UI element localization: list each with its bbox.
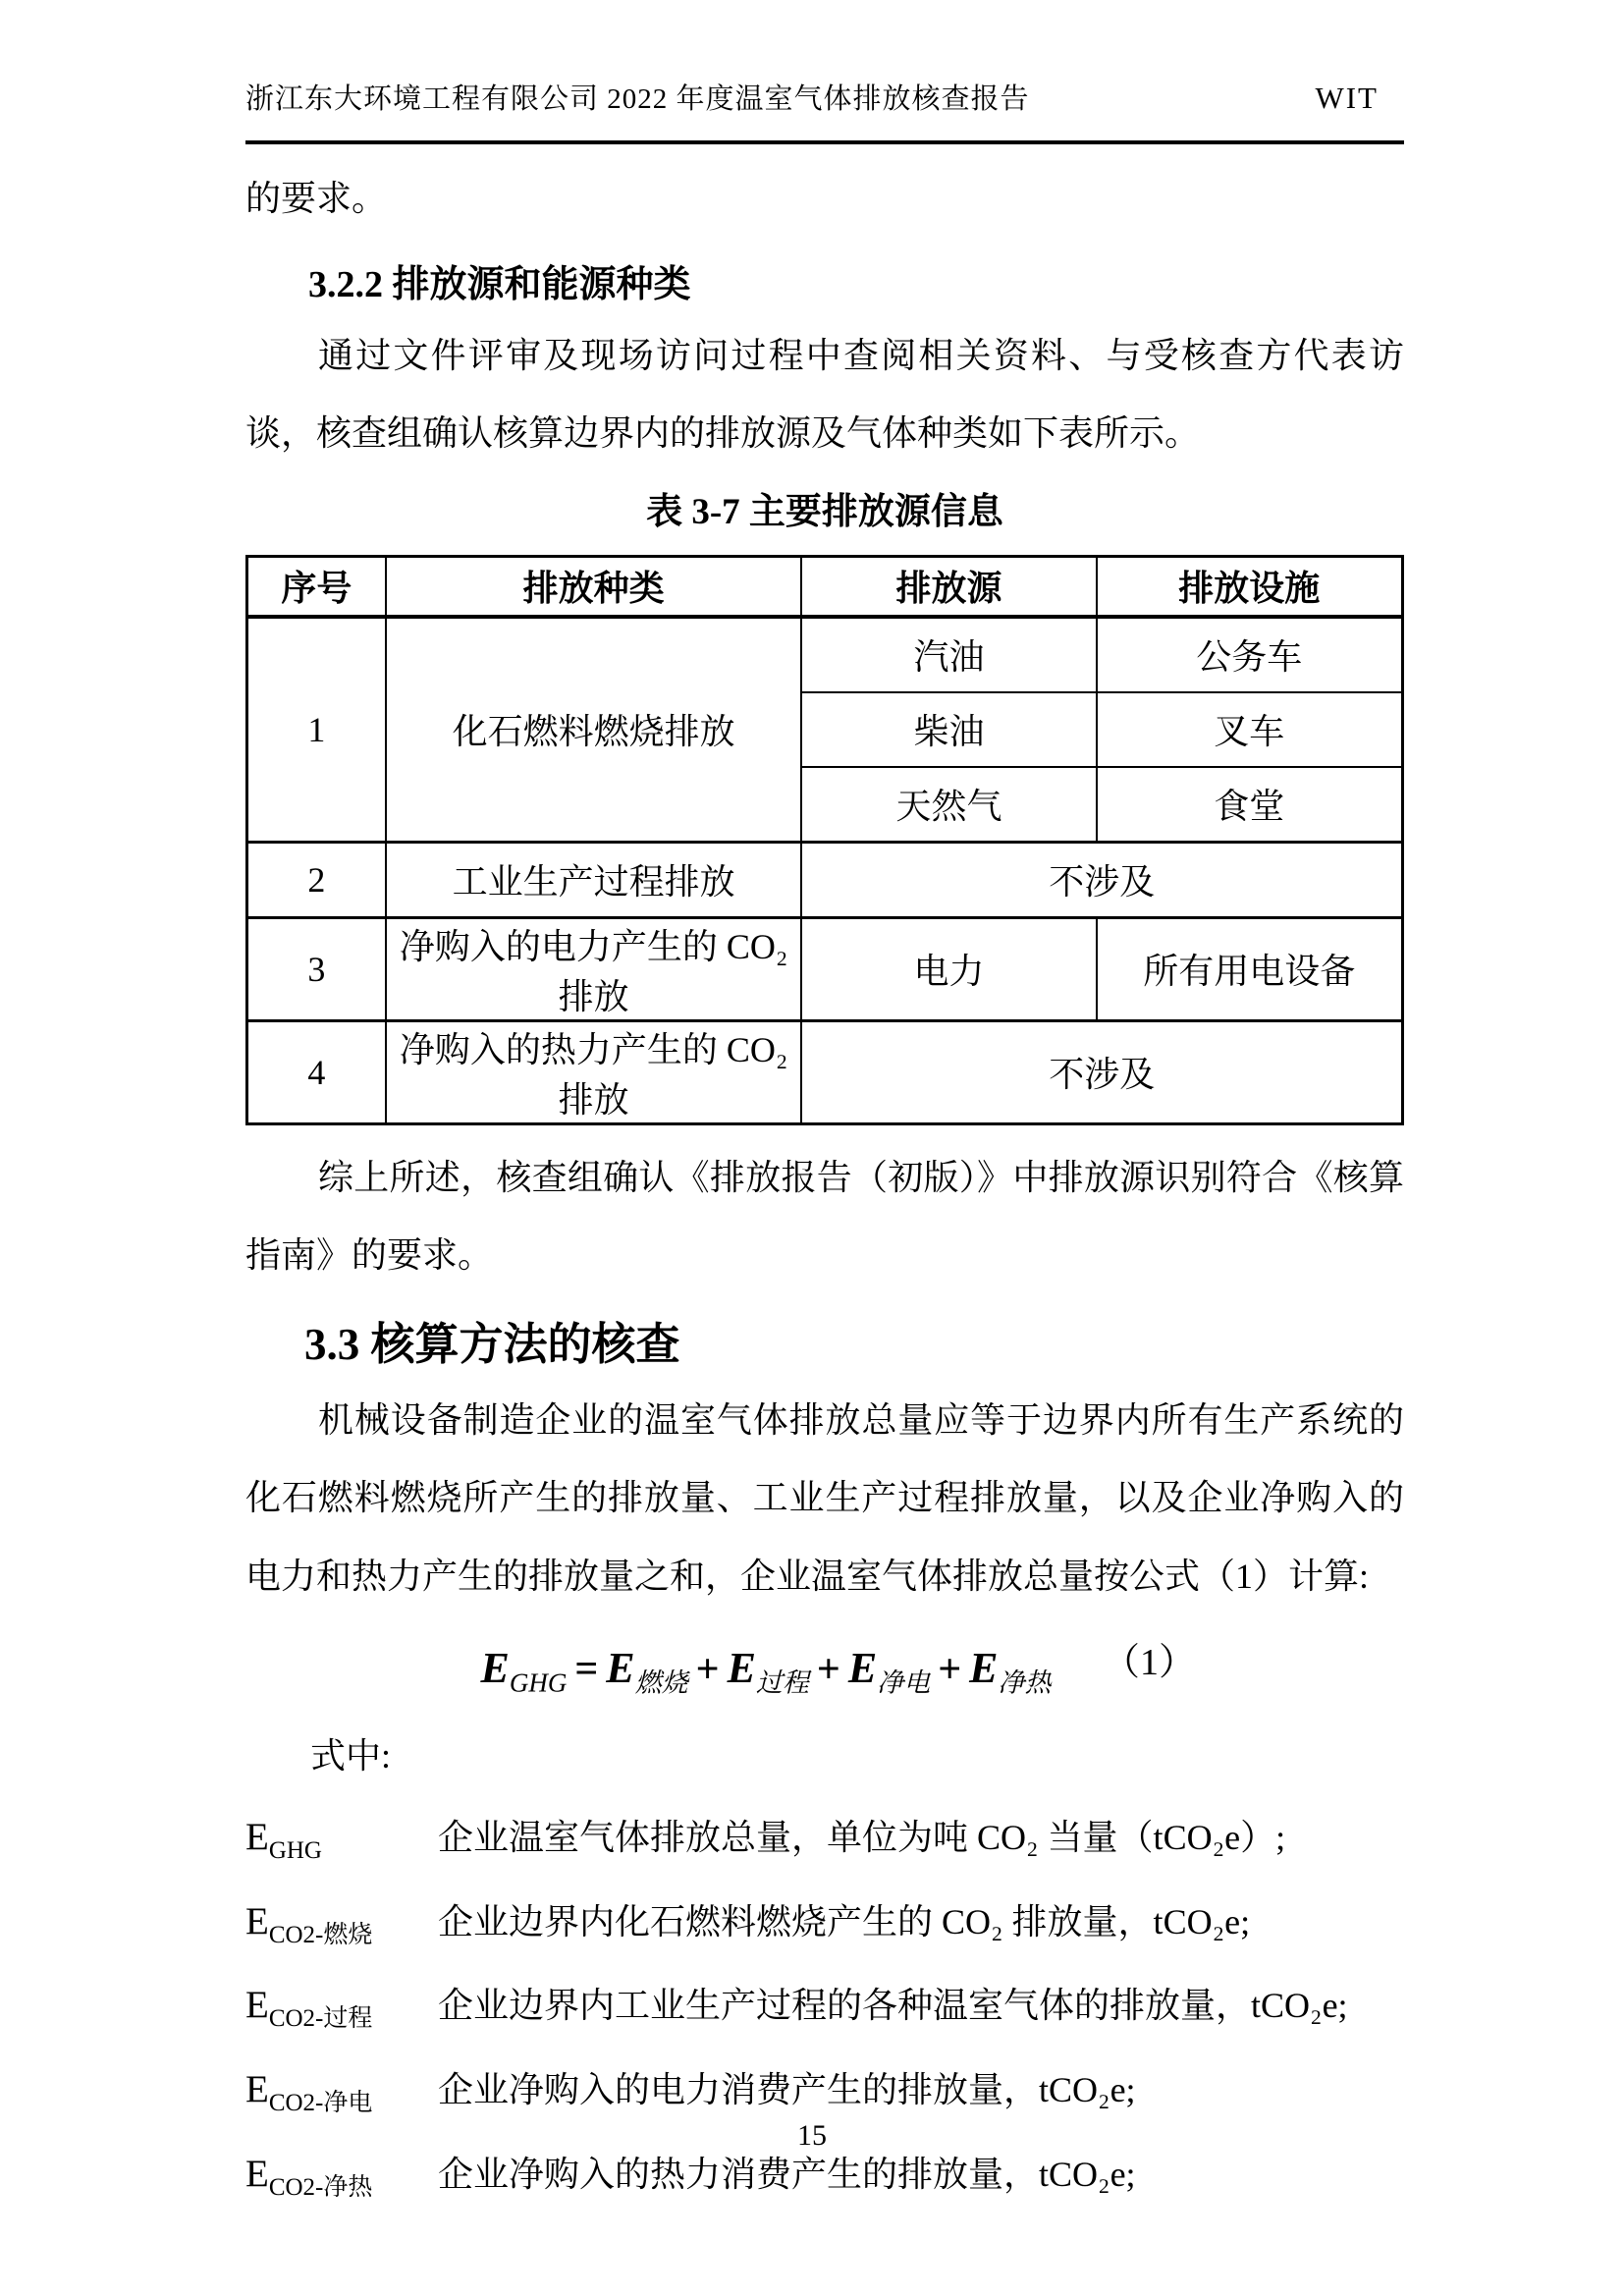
- formula-number: （1）: [1102, 1641, 1196, 1683]
- formula-equation: [480, 1625, 1051, 1712]
- formula-term-subscript: 燃烧: [634, 1667, 688, 1698]
- col-header-facility: 排放设施: [1097, 556, 1403, 617]
- paragraph-shizhong: 式中:: [310, 1735, 392, 1776]
- cell-row1-source-gasoline: 汽油: [801, 617, 1096, 692]
- page-header: [245, 77, 1404, 117]
- col-header-index: 序号: [247, 556, 386, 617]
- formula-term-subscript: 净电: [877, 1667, 931, 1698]
- definition-co2-combustion: [245, 1880, 1404, 1964]
- cell-row2-kind: 工业生产过程排放: [386, 842, 802, 917]
- formula-term-symbol: E: [727, 1643, 756, 1692]
- table-row-1a: [247, 617, 1403, 692]
- cell-row4-no: 4: [247, 1020, 386, 1123]
- plus-sign: +: [938, 1646, 962, 1692]
- cell-row1-source-gas: 天然气: [801, 767, 1096, 843]
- cell-row1-kind: 化石燃料燃烧排放: [386, 617, 802, 843]
- paragraph-intro: 通过文件评审及现场访问过程中查阅相关资料、与受核查方代表访谈，核查组确认核算边界内的排放源及气体种类如下表所示。: [245, 336, 1404, 454]
- definition-text: 企业边界内化石燃料燃烧产生的 CO₂ 排放量，tCO₂e;: [438, 1901, 1251, 1941]
- cell-row1-facility-forklift: 叉车: [1097, 692, 1403, 767]
- definition-co2-process: [245, 1963, 1404, 2048]
- emission-source-table: [245, 555, 1404, 1125]
- formula-term-symbol: E: [847, 1643, 878, 1692]
- paragraph-conclusion: 综上所述，核查组确认《排放报告（初版）》中排放源识别符合《核算指南》的要求。: [245, 1157, 1404, 1275]
- formula-term-subscript: 过程: [755, 1667, 809, 1698]
- definition-symbol: $E_{CO2-净热}$: [245, 2153, 373, 2201]
- header-right-mark: WIT: [1315, 81, 1379, 115]
- cell-row1-source-diesel: 柴油: [801, 692, 1096, 767]
- header-title: 浙江东大环境工程有限公司 2022 年度温室气体排放核查报告: [245, 83, 1030, 115]
- formula-term-symbol: E: [969, 1643, 999, 1692]
- heading-3-2-2: 3.2.2 排放源和能源种类: [308, 264, 691, 306]
- formula-term-subscript: 净热: [998, 1667, 1052, 1698]
- table-row-3: [247, 917, 1403, 1020]
- cell-row1-facility-canteen: 食堂: [1097, 767, 1403, 843]
- table-header-row: [247, 556, 1403, 617]
- formula-1: [245, 1625, 1404, 1712]
- table-caption: 表 3-7 主要排放源信息: [646, 491, 1003, 532]
- paragraph-continuation: 的要求。: [245, 179, 388, 218]
- cell-row3-facility: 所有用电设备: [1097, 917, 1403, 1020]
- cell-row3-no: 3: [247, 917, 386, 1020]
- definition-symbol: $E_{CO2-净电}$: [245, 2068, 373, 2117]
- table-row-2: [247, 842, 1403, 917]
- cell-row1-no: 1: [247, 617, 386, 843]
- table-row-4: [247, 1020, 1403, 1123]
- cell-row4-kind: 净购入的热力产生的 CO₂ 排放: [386, 1020, 802, 1123]
- definition-ghg: [245, 1795, 1404, 1880]
- cell-row4-merged: 不涉及: [801, 1020, 1402, 1123]
- formula-lhs-subscript: GHG: [509, 1667, 568, 1698]
- definition-text: 企业净购入的电力消费产生的排放量，tCO₂e;: [438, 2070, 1136, 2110]
- definition-text: 企业温室气体排放总量，单位为吨 CO₂ 当量（tCO₂e）;: [438, 1817, 1286, 1857]
- definition-symbol: $E_{GHG}$: [245, 1815, 322, 1864]
- page-number: 15: [797, 2119, 827, 2152]
- heading-3-3: 3.3 核算方法的核查: [304, 1320, 680, 1370]
- symbol-definitions: [245, 1795, 1404, 2216]
- definition-symbol: $E_{CO2-过程}$: [245, 1984, 373, 2033]
- plus-sign: +: [816, 1646, 840, 1692]
- header-rule: [245, 140, 1404, 144]
- plus-sign: +: [695, 1646, 720, 1692]
- formula-term-symbol: E: [606, 1643, 635, 1692]
- definition-symbol: $E_{CO2-燃烧}$: [245, 1899, 373, 1948]
- col-header-source: 排放源: [801, 556, 1096, 617]
- cell-row1-facility-car: 公务车: [1097, 617, 1403, 692]
- definition-text: 企业净购入的热力消费产生的排放量，tCO₂e;: [438, 2155, 1136, 2195]
- cell-row3-source: 电力: [801, 917, 1096, 1020]
- paragraph-method: 机械设备制造企业的温室气体排放总量应等于边界内所有生产系统的化石燃料燃烧所产生的排放量、工业生产过程排放量，以及企业净购入的电力和热力产生的排放量之和，企业温室气体排放总量按公式（1）计算:: [245, 1400, 1404, 1596]
- cell-row2-no: 2: [247, 842, 386, 917]
- col-header-kind: 排放种类: [386, 556, 802, 617]
- formula-lhs-symbol: E: [480, 1643, 510, 1692]
- equals-sign: =: [574, 1646, 599, 1692]
- cell-row3-kind: 净购入的电力产生的 CO₂ 排放: [386, 917, 802, 1020]
- definition-text: 企业边界内工业生产过程的各种温室气体的排放量，tCO₂e;: [438, 1986, 1348, 2026]
- cell-row2-merged: 不涉及: [801, 842, 1402, 917]
